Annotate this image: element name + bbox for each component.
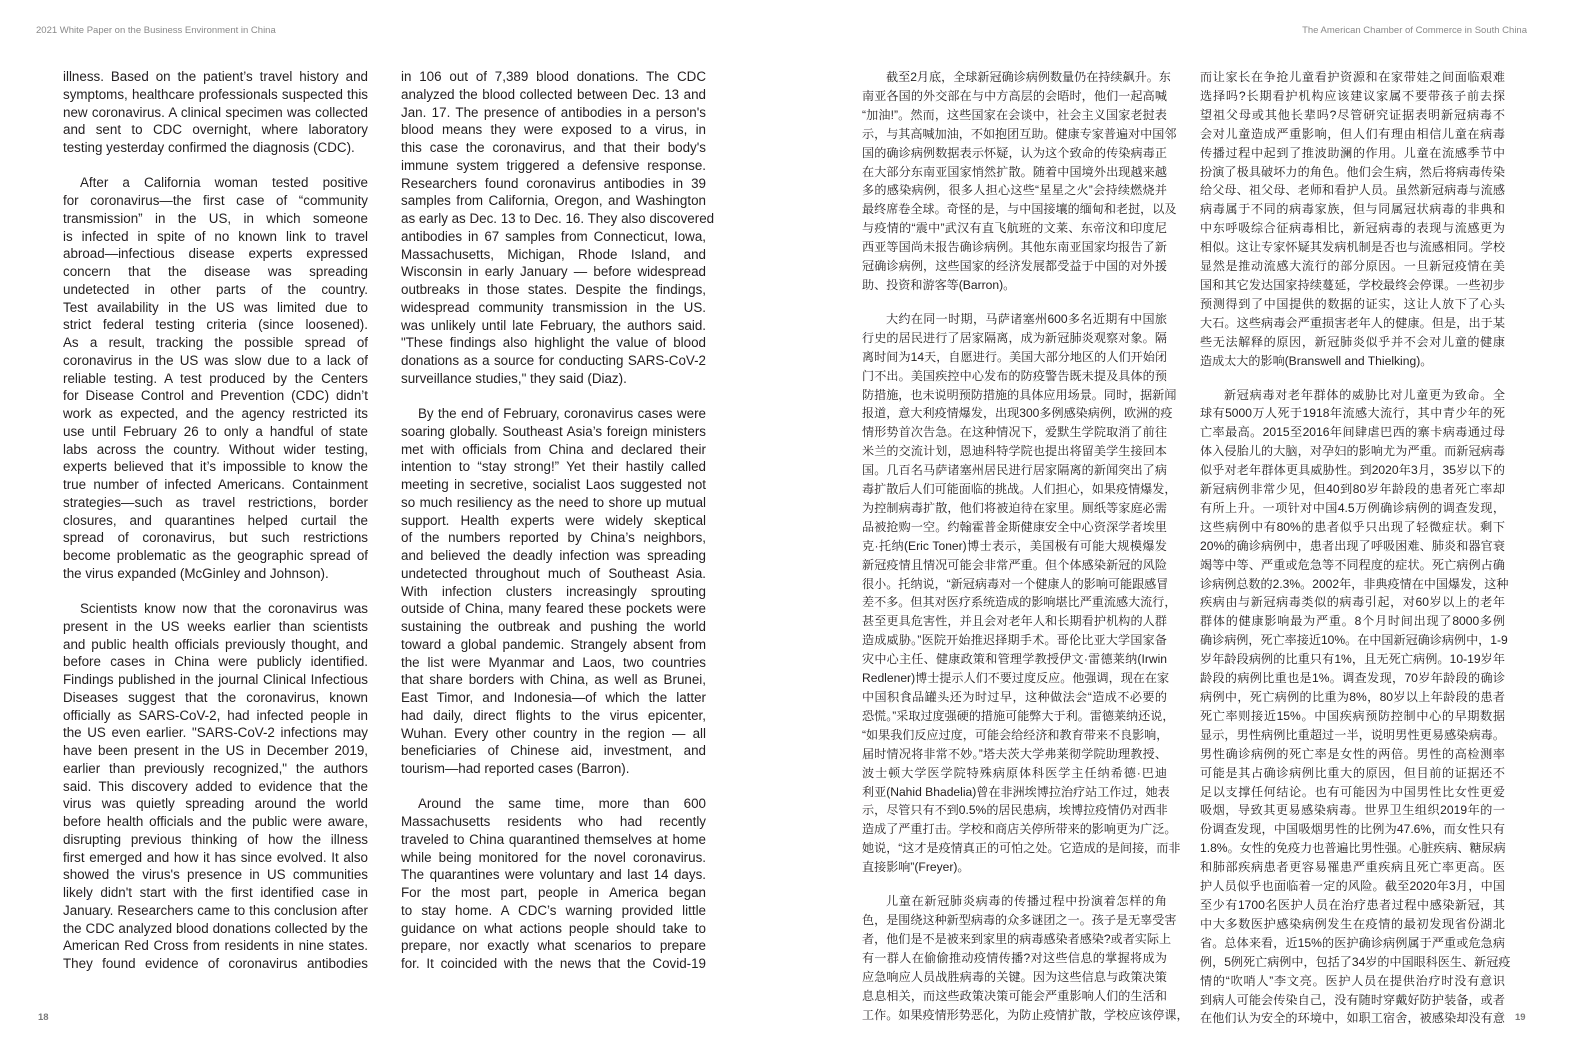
text-line: symptoms, healthcare professionals suspected this [63,86,368,102]
text-line: of the numbers reported by China’s neighbors, [401,530,706,546]
text-line: 色，是围绕这种新型病毒的众多谜团之一。孩子是无辜受害 [862,912,1177,927]
text-line: as early as Dec. 13 to Dec. 16. They also discovered [401,211,715,226]
text-line: for. It coincided with the news that the Covid-19 [401,956,706,971]
text-line: spread of coronavirus, but such restrictions [63,530,368,546]
column-4 [1200,68,1511,1043]
text-line: abroad—infectious disease experts expressed [63,246,368,262]
text-line: earlier than previously recognized," the authors [63,760,368,776]
text-line: the list were Myanmar and Laos, two countries [401,654,706,670]
text-line: strategies—such as travel restrictions, border [63,494,368,510]
text-line: 在大部分东南亚国家悄然扩散。随着中国境外出现越来越 [862,164,1167,179]
column-1 [63,68,368,990]
text-line: beneficiaries of Chinese aid, investment, and [401,743,706,759]
text-line: met with officials from China and declared their [401,441,706,457]
text-line: 岁年龄段病例的比重只有1%，且无死亡病例。10-19岁年 [1200,652,1505,667]
text-line: 波士顿大学医学院特殊病原体科医学主任纳希德·巴迪 [862,765,1167,780]
text-line: is infected in spite of no known link to travel [63,228,368,244]
text-line: 国。几百名马萨诸塞州居民进行居家隔离的新闻突出了病 [862,463,1167,478]
text-line: guidance on what actions people should take to [401,920,706,936]
text-line: coronavirus in the US was slow due to a lack of [63,352,368,368]
text-line: Wisconsin in early January — before widespread [401,264,706,280]
text-line: use until February 26 to only a handful of state [63,423,368,439]
text-line: They found evidence of coronavirus antibodies [63,956,368,971]
text-line: 到病人可能会传染自己，没有随时穿戴好防护装备，或者 [1200,992,1505,1007]
text-line: Findings published in the journal Clinical Infectious [63,672,368,687]
text-line: 造成太大的影响(Branswell and Thielking)。 [1200,353,1433,368]
text-line: widespread community transmission in the US. [401,299,706,315]
text-line: 灾中心主任、健康政策和管理学教授伊文·雷德莱纳(Irwin [862,652,1167,667]
paragraph [401,68,715,388]
text-line: while being monitored for the novel coronavirus. [401,849,706,865]
text-line: to stay home. A CDC’s warning provided little [401,902,706,918]
text-line: 中国积食品罐头还为时过早，这种做法会“造成不必要的 [862,690,1167,704]
running-header-right: The American Chamber of Commerce in South China [1302,25,1527,36]
text-line: 显然是推动流感大流行的部分原因。一旦新冠疫情在美 [1200,259,1505,274]
text-line: 防措施，也未说明预防措施的具体应用场景。同时，据新闻 [862,387,1177,402]
text-line: 例，5例死亡病例中，包括了34岁的中国眼科医生、新冠疫 [1200,954,1511,969]
text-line: 造成威胁。”医院开始推迟择期手术。哥伦比亚大学国家备 [862,633,1167,648]
text-line: for coronavirus—the first case of “community [63,193,368,208]
text-line: outbreaks in those states. Despite the findings, [401,282,706,297]
text-line: 国的确诊病例数据表示怀疑，认为这个致命的传染病毒正 [862,145,1167,160]
paragraph [862,310,1181,877]
text-line: and believed the deadly infection was spreading [401,548,706,563]
text-line: 而让家长在争抢儿童看护资源和在家带娃之间面临艰难 [1200,70,1505,84]
text-line: Test availability in the US was limited due to [63,299,368,315]
text-line: prepare, nor exactly what scenarios to prepare [401,938,706,954]
text-line: Diseases suggest that the coronavirus, known [63,689,368,705]
text-line: 份调查发现，中国吸烟男性的比例为47.6%，而女性只有 [1200,822,1505,837]
text-line: blood means they were exposed to a virus, in [401,122,706,138]
running-header-left: 2021 White Paper on the Business Environment in China [36,25,276,36]
text-line: 亡率最高。2015至2016年间肆虐巴西的寨卡病毒通过母 [1200,425,1505,440]
text-line: 与疫情的“震中”武汉有直飞航班的文莱、东帝汶和印度尼 [862,221,1167,236]
text-line: the CDC analyzed blood donations collected by the [63,920,368,936]
text-line: 预测得到了中国提供的数据的证实，这让人放下了心头 [1200,296,1505,311]
text-line: 新冠病例非常少见，但40到80岁年龄段的患者死亡率却 [1200,482,1505,497]
text-line: 可能是其占确诊病例比重大的原因，但目前的证据还不 [1200,765,1505,780]
text-line: Around the same time, more than 600 [418,796,706,812]
column-2 [401,68,715,990]
text-line: 诊病例总数的2.3%。2002年，非典疫情在中国爆发，这种 [1200,576,1509,591]
paragraph [63,68,368,157]
text-line: that share borders with China, as well as Brunei, [401,672,706,688]
paragraph [862,892,1189,1024]
text-line: 死亡率则接近15%。中国疾病预防控制中心的早期数据 [1200,708,1505,723]
text-line: surveillance studies," they said (Diaz). [401,370,627,386]
text-line: undetected in other parts of the country. [63,281,368,297]
text-line: illness. Based on the patient’s travel history and [63,69,368,84]
text-line: testing yesterday confirmed the diagnosis (CDC). [63,140,355,155]
text-line: 冠确诊病例，这些国家的经济发展都受益于中国的对外援 [862,259,1167,274]
text-line: sustaining the outbreak and pushing the world [401,619,706,634]
text-line: 病毒属于不同的病毒家族，但与同属冠状病毒的非典和 [1200,202,1505,217]
text-line: 息息相关，而这些政策决策可能会严重影响人们的生活和 [862,988,1167,1003]
text-line: 至少有1700名医护人员在治疗患者过程中感染新冠，其 [1200,897,1505,912]
text-line: “加油!”。然而，这些国家在会谈中，社会主义国家老挝表 [862,107,1167,122]
text-line: 体入侵胎儿的大脑，对孕妇的影响尤为严重。而新冠病毒 [1200,444,1505,459]
text-line: 中大多数医护感染病例发生在疫情的最初发现省份湖北 [1200,916,1505,931]
text-line: the virus expanded (McGinley and Johnson). [63,565,329,581]
text-line: reliable testing. A test produced by the Centers [63,370,368,386]
page-number-left: 18 [38,1012,49,1023]
text-line: in 106 out of 7,389 blood donations. The CDC [401,69,706,84]
text-line: intention to “stay strong!” Yet their hastily called [401,459,706,475]
text-line: 1.8%。女性的免疫力也普遍比男性强。心脏疾病、糖尿病 [1200,841,1506,856]
text-line: 者，他们是不是被来到家里的病毒感染者感染?或者实际上 [862,931,1172,946]
text-line: have been present in the US in December 2019, [63,743,368,758]
text-line: Wuhan. Every other country in the region — all [401,725,706,741]
paragraph [862,68,1177,295]
text-line: true number of infected Americans. Containment [63,477,368,492]
text-line: was unlikely until late February, the authors said. [401,317,706,333]
text-line: analyzed the blood collected between Dec. 13 and [401,86,706,102]
text-line: Massachusetts residents who had recently [401,814,706,829]
text-line: donations as a source for conducting SARS-CoV-2 [401,353,706,368]
text-line: 工作。如果疫情形势恶化，为防止疫情扩散，学校应该停课， [862,1007,1189,1022]
text-line: work as expected, and the agency restricted its [63,406,368,421]
text-line: 相似。这让专家怀疑其发病机制是否也与流感相同。学校 [1200,240,1505,255]
text-line: “如果我们反应过度，可能会给经济和教育带来不良影响， [862,727,1169,742]
text-line: 这些病例中有80%的患者似乎只出现了轻微症状。剩下 [1200,519,1505,534]
text-line: the US even earlier. "SARS-CoV-2 infections may [63,725,368,741]
paragraph [63,174,368,582]
text-line: 应急响应人员战胜病毒的关键。因为这些信息与政策决策 [862,969,1167,984]
text-line: Researchers found coronavirus antibodies in 39 [401,175,706,191]
text-line: samples from California, Oregon, and Washington [401,193,706,209]
text-line: Massachusetts, Michigan, Rhode Island, and [401,246,706,262]
text-line: strict federal testing criteria (since loosened). [63,317,368,333]
text-line: 门不出。美国疾控中心发布的防疫警告既未提及具体的预 [862,368,1167,383]
text-line: for Disease Control and Prevention (CDC) didn’t [63,388,368,404]
text-line: 足以支撑任何结论。也有可能因为中国男性比女性更爱 [1200,784,1505,799]
page-number-right: 19 [1515,1012,1526,1023]
text-line: 西亚等国尚未报告确诊病例。其他东南亚国家均报告了新 [862,240,1167,255]
text-line: 疾病由与新冠病毒类似的病毒引起，对60岁以上的老年 [1200,595,1505,610]
text-line: 望祖父母或其他长辈吗?尽管研究证据表明新冠病毒不 [1200,107,1505,122]
text-line: become problematic as the geographic spread of [63,548,368,563]
text-line: 些无法解释的原因，新冠肺炎似乎并不会对儿童的健康 [1200,334,1505,349]
text-line: 最终席卷全球。奇怪的是，与中国接壤的缅甸和老挝，以及 [862,202,1177,217]
text-line: likely didn't start with the first identified case in [63,885,368,900]
text-line: 群体的健康影响最为严重。8个月时间出现了8000多例 [1200,614,1505,629]
text-line: said. This discovery added to evidence that the [63,778,368,794]
text-line: 报道，意大利疫情爆发，出现300多例感染病例，欧洲的疫 [862,406,1173,421]
text-line: 病例中，死亡病例的比重为8%，80岁以上年龄段的患者 [1200,690,1505,704]
column-3 [862,68,1189,1039]
text-line: After a California woman tested positive [80,175,368,191]
text-line: 确诊病例，死亡率接近10%。在中国新冠确诊病例中，1-9 [1200,633,1508,648]
text-line: 克·托纳(Eric Toner)博士表示，美国极有可能大规模爆发 [862,538,1167,553]
text-line: 会对儿童造成严重影响，但人们有理由相信儿童在病毒 [1200,126,1505,141]
text-line: 球有5000万人死于1918年流感大流行，其中青少年的死 [1200,406,1505,421]
text-line: closures, and quarantines helped curtail the [63,512,368,528]
text-line: 她说，“这才是疫情真正的可怕之处。它造成的是间接，而非 [862,841,1181,856]
text-line: 多的感染病例，很多人担心这些“星星之火”会持续燃烧并 [862,183,1167,198]
text-line: 米兰的交流计划，恩迪科特学院也提出将留美学生接回本 [862,444,1167,459]
text-line: outside of China, many feared these pockets were [401,601,706,617]
text-line: this case the coronavirus, and that their body's [401,140,706,155]
text-line: Redlener)博士提示人们不要过度反应。他强调，现在在家 [862,671,1170,686]
text-line: 品被抢购一空。约翰霍普金斯健康安全中心资深学者埃里 [862,519,1167,534]
text-line: 中东呼吸综合征病毒相比，新冠病毒的表现与流感更为 [1200,221,1505,236]
text-line: 示，尽管只有不到0.5%的居民患病，埃博拉疫情仍对西非 [862,803,1168,818]
text-line: 为控制病毒扩散，他们将被迫待在家里。厕纸等家庭必需 [862,500,1167,515]
paragraph [63,600,368,973]
text-line: 届时情况将非常不妙。”塔夫茨大学弗莱彻学院助理教授、 [862,746,1167,761]
text-line: 大石。这些病毒会严重损害老年人的健康。但是，出于某 [1200,315,1505,330]
text-line: 很小。托纳说，“新冠病毒对一个健康人的影响可能跟感冒 [862,576,1169,591]
text-line: officially as SARS-CoV-2, had infected people in [63,707,368,723]
text-line: 南亚各国的外交部在与中方高层的会晤时，他们一起高喊 [862,88,1167,103]
paragraph [401,405,706,778]
text-line: new coronavirus. A clinical specimen was collected [63,104,368,120]
text-line: so much resiliency as the need to shore up mutual [401,494,706,510]
text-line: 儿童在新冠肺炎病毒的传播过程中扮演着怎样的角 [886,894,1167,909]
text-line: 竭等中等、严重或危急等不同程度的症状。死亡病例占确 [1200,557,1505,572]
text-line: first emerged and how it has since evolved. It also [63,849,368,865]
text-line: The quarantines were voluntary and last 14 days. [401,867,706,883]
text-line: 行史的居民进行了居家隔离，成为新冠肺炎观察对象。隔 [862,330,1167,345]
text-line: before cases in China were publicly identified. [63,654,368,670]
text-line: experts believed that it’s impossible to know the [63,459,368,475]
text-line: 似乎对老年群体更具威胁性。到2020年3月，35岁以下的 [1200,463,1505,478]
text-line: 省。总体来看，近15%的医护确诊病例属于严重或危急病 [1200,935,1505,950]
text-line: January. Researchers came to this conclusion after [63,902,368,918]
text-line: 扮演了极具破坏力的角色。他们会生病，然后将病毒传染 [1200,164,1505,179]
text-line: 有一群人在偷偷推动疫情传播?对这些信息的掌握将成为 [862,950,1167,965]
text-line: 国和其它发达国家持续蔓延，学校最终会停课。一些初步 [1200,277,1505,292]
text-line: 甚至更具危害性，并且会对老年人和长期看护机构的人群 [862,614,1167,629]
text-line: 造成了严重打击。学校和商店关停所带来的影响更为广泛。 [862,822,1177,837]
text-line: 显示，男性病例比重超过一半，说明男性更易感染病毒。 [1200,727,1505,742]
text-line: 给父母、祖父母、老师和看护人员。虽然新冠病毒与流感 [1200,183,1505,198]
text-line: Jan. 17. The presence of antibodies in a person's [401,104,706,120]
text-line: labs across the country. Without wider testing, [63,441,368,457]
text-line: undetected throughout much of Southeast Asia. [401,565,706,581]
text-line: meeting in secretive, socialist Laos suggested not [401,477,706,492]
text-line: 20%的确诊病例中，患者出现了呼吸困难、肺炎和器官衰 [1200,538,1505,553]
text-line: 有所上升。一项针对中国4.5万例确诊病例的调查发现， [1200,500,1505,515]
text-line: 传播过程中起到了推波助澜的作用。儿童在流感季节中 [1200,145,1505,160]
text-line: With infection clusters increasingly sprouting [401,583,706,599]
text-line: By the end of February, coronavirus cases were [418,406,706,421]
text-line: support. Health experts were widely skeptical [401,512,706,528]
text-line: 龄段的病例比重也是1%。调查发现，70岁年龄段的确诊 [1200,671,1505,686]
text-line: and sent to CDC overnight, where laboratory [63,122,368,138]
text-line: transmission” in the US, in which someone [63,210,368,226]
text-line: 差不多。但其对医疗系统造成的影响堪比严重流感大流行， [862,595,1177,610]
text-line: 和肺部疾病患者更容易罹患严重疾病且死亡率更高。医 [1200,860,1505,875]
text-line: immune system triggered a defensive response. [401,157,706,173]
text-line: 男性确诊病例的死亡率是女性的两倍。男性的高检测率 [1200,746,1505,761]
text-line: 大约在同一时期，马萨诸塞州600多名近期有中国旅 [886,311,1167,326]
text-line: 示，与其高喊加油，不如抱团互助。健康专家普遍对中国邻 [862,126,1177,141]
text-line: 吸烟，导致其更易感染病毒。世界卫生组织2019年的一 [1200,803,1505,818]
text-line: 助、投资和游客等(Barron)。 [862,277,1016,292]
text-line: had daily, direct flights to the virus epicenter, [401,707,706,723]
text-line: 新冠疫情且情况可能会非常严重。但个体感染新冠的风险 [862,557,1167,572]
text-line: toward a global pandemic. Strangely absent from [401,636,706,652]
text-line: "These findings also highlight the value of blood [401,335,706,351]
text-line: Scientists know now that the coronavirus was [80,601,368,616]
text-line: American Red Cross from residents in nine states. [63,938,368,954]
text-line: virus was quietly spreading around the world [63,796,368,812]
text-line: 新冠病毒对老年群体的威胁比对儿童更为致命。全 [1224,387,1505,402]
text-line: 直接影响”(Freyer)。 [862,860,970,875]
text-line: tourism—had reported cases (Barron). [401,761,630,776]
text-line: For the most part, people in America began [401,885,706,900]
text-line: 情的“吹哨人”李文亮。医护人员在提供治疗时没有意识 [1200,973,1505,988]
text-line: 离时间为14天，自愿进行。美国大部分地区的人们开始闭 [862,349,1167,364]
text-line: disrupting previous thinking of how the illness [63,831,368,847]
text-line: concern that the disease was spreading [63,264,368,279]
text-line: and public health officials previously thought, and [63,636,368,652]
text-line: traveled to China quarantined themselves at home [401,831,706,847]
text-line: 在他们认为安全的环境中，如职工宿舍，被感染却没有意 [1200,1011,1505,1026]
text-line: As a result, tracking the possible spread of [63,335,368,350]
paragraph [1200,386,1511,1029]
text-line: 利亚(Nahid Bhadelia)曾在非洲埃博拉治疗站工作过，她表 [862,784,1170,799]
text-line: East Timor, and Indonesia—of which the latter [401,690,706,705]
text-line: 截至2月底，全球新冠确诊病例数量仍在持续飙升。东 [886,70,1171,84]
text-line: 毒扩散后人们可能面临的挑战。人们担心，如果疫情爆发， [862,482,1177,497]
paragraph [1200,68,1505,371]
text-line: 选择吗?长期看护机构应该建议家属不要带孩子前去探 [1200,88,1505,103]
paragraph [401,795,706,973]
text-line: 情形势首次告急。在这种情况下，爱默生学院取消了前往 [862,425,1167,440]
text-line: present in the US weeks earlier than scientists [63,618,368,634]
text-line: showed the virus's presence in US communities [63,867,368,883]
text-line: 恐慌。”采取过度强硬的措施可能弊大于利。雷德莱纳还说， [862,708,1175,723]
text-line: antibodies in 67 samples from Connecticut, Iowa, [401,228,706,244]
text-line: soaring globally. Southeast Asia’s foreign ministers [401,423,706,439]
text-line: before health officials and the public were aware, [63,814,368,829]
text-line: 护人员似乎也面临着一定的风险。截至2020年3月，中国 [1200,879,1505,894]
